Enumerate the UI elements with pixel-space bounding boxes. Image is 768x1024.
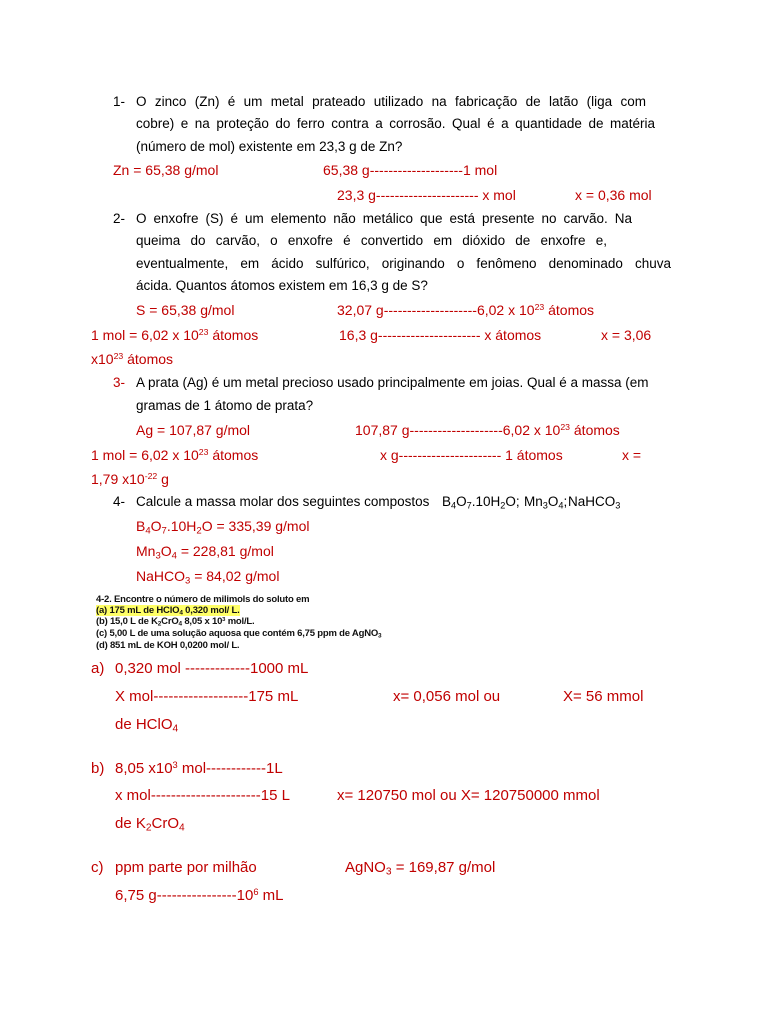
q4-result-2: $Mn_3O_4 = 228,81$ g/mol (136, 543, 274, 562)
q3-result-b: 1,79 $x10^{-22}$ g (91, 471, 169, 487)
q3-ratio-1: 107,87 g--------------------6,02 x $10^{23}$ átomos (355, 422, 620, 438)
q2-line-4: ácida. Quantos átomos existem em 16,3 g de S? (136, 278, 428, 293)
q1-ratio-2: 23,3 g---------------------- x mol (337, 187, 516, 203)
q2-line-1: O enxofre (S) é um elemento não metálico que está presente no carvão. Na (136, 211, 632, 226)
answer-a-result-mmol: X= 56 mmol (563, 688, 644, 705)
q3-ratio-2: x g---------------------- 1 átomos (380, 447, 563, 463)
q2-line-3: eventualmente, em ácido sulfúrico, originando o fenômeno denominado chuva (136, 256, 671, 271)
q2-avogadro: 1 mol = 6,02 x $10^{23}$ átomos (91, 327, 259, 343)
exercise-item-d: (d) 851 mL de KOH 0,0200 mol/ L. (96, 640, 240, 651)
q3-molar-mass: Ag = 107,87 g/mol (136, 422, 251, 438)
q2-result-b: $x10^{23}$ átomos (91, 351, 174, 367)
q3-result-a: x = (622, 447, 642, 463)
answer-b-line-1: 8,05 $x10^3$ mol------------1L (115, 759, 283, 777)
answer-b-result: x= 120750 mol ou X= 120750000 mmol (337, 787, 600, 804)
answer-a-line-2: X mol-------------------175 mL (115, 688, 299, 705)
q4-result-1: $B_4O_7.10H_2O = 335,39$ g/mol (136, 518, 310, 537)
q3-avogadro: 1 mol = 6,02 x $10^{23}$ átomos (91, 447, 259, 463)
answer-b-label: b) (91, 760, 105, 777)
exercise-title: 4-2. Encontre o número de milimols do soluto em (96, 594, 310, 605)
q2-ratio-1: 32,07 g--------------------6,02 x $10^{23}$ átomos (337, 302, 595, 318)
q3-number: 3- (113, 375, 126, 390)
answer-b-line-2: x mol----------------------15 L (115, 787, 290, 804)
q1-molar-mass: Zn = 65,38 g/mol (113, 162, 219, 178)
exercise-item-c: (c) 5,00 L de uma solução aquosa que contém 6,75 ppm de AgNO$_3$ (96, 628, 382, 640)
answer-a-line-3: de HClO$_4$ (115, 716, 179, 735)
q2-molar-mass: S = 65,38 g/mol (136, 302, 235, 318)
answer-a-label: a) (91, 660, 105, 677)
exercise-item-a: (a) 175 mL de HClO$_4$ 0,320 mol/ L. (96, 605, 240, 617)
q1-line-3: (número de mol) existente em 23,3 g de Zn? (136, 139, 403, 154)
q1-line-1: O zinco (Zn) é um metal prateado utilizado na fabricação de latão (liga com (136, 94, 646, 109)
answer-a-result-mol: x= 0,056 mol ou (393, 688, 501, 705)
q4-formula-2: $Mn_3O_4$; (524, 494, 568, 511)
q2-ratio-2: 16,3 g---------------------- x átomos (339, 327, 542, 343)
q4-number: 4- (113, 494, 126, 509)
answer-b-line-3: de $K_2CrO_4$ (115, 815, 185, 834)
answer-c-line-1: ppm parte por milhão (115, 859, 257, 876)
q2-result-a: x = 3,06 (601, 327, 652, 343)
q1-line-2: cobre) e na proteção do ferro contra a corrosão. Qual é a quantidade de matéria (136, 116, 655, 131)
answer-c-label: c) (91, 859, 104, 876)
q1-result: x = 0,36 mol (575, 187, 652, 203)
q4-result-3: NaHCO$_3$ = 84,02 g/mol (136, 568, 280, 587)
answer-c-line-2: 6,75 $g----------------10^6$ mL (115, 886, 284, 904)
q4-formula-1: $B_4O_7.10H_2O$; (442, 494, 520, 511)
q4-formula-3: NaHCO$_3$ (568, 494, 621, 511)
q2-line-2: queima do carvão, o enxofre é convertido em dióxido de enxofre e, (136, 233, 607, 248)
answer-c-molar-mass: AgNO$_3$ = 169,87 g/mol (345, 859, 496, 878)
answer-a-line-1: 0,320 mol -------------1000 mL (115, 660, 309, 677)
q3-line-1: A prata (Ag) é um metal precioso usado principalmente em joias. Qual é a massa (em (136, 375, 649, 390)
exercise-item-b: (b) 15,0 L de $K_2CrO_4$ 8,05 x $10^3$ mol/L. (96, 616, 255, 628)
q4-prompt: Calcule a massa molar dos seguintes compostos (136, 494, 430, 509)
q3-line-2: gramas de 1 átomo de prata? (136, 398, 314, 413)
q1-ratio-1: 65,38 g--------------------1 mol (323, 162, 498, 178)
q2-number: 2- (113, 211, 126, 226)
q1-number: 1- (113, 94, 126, 109)
